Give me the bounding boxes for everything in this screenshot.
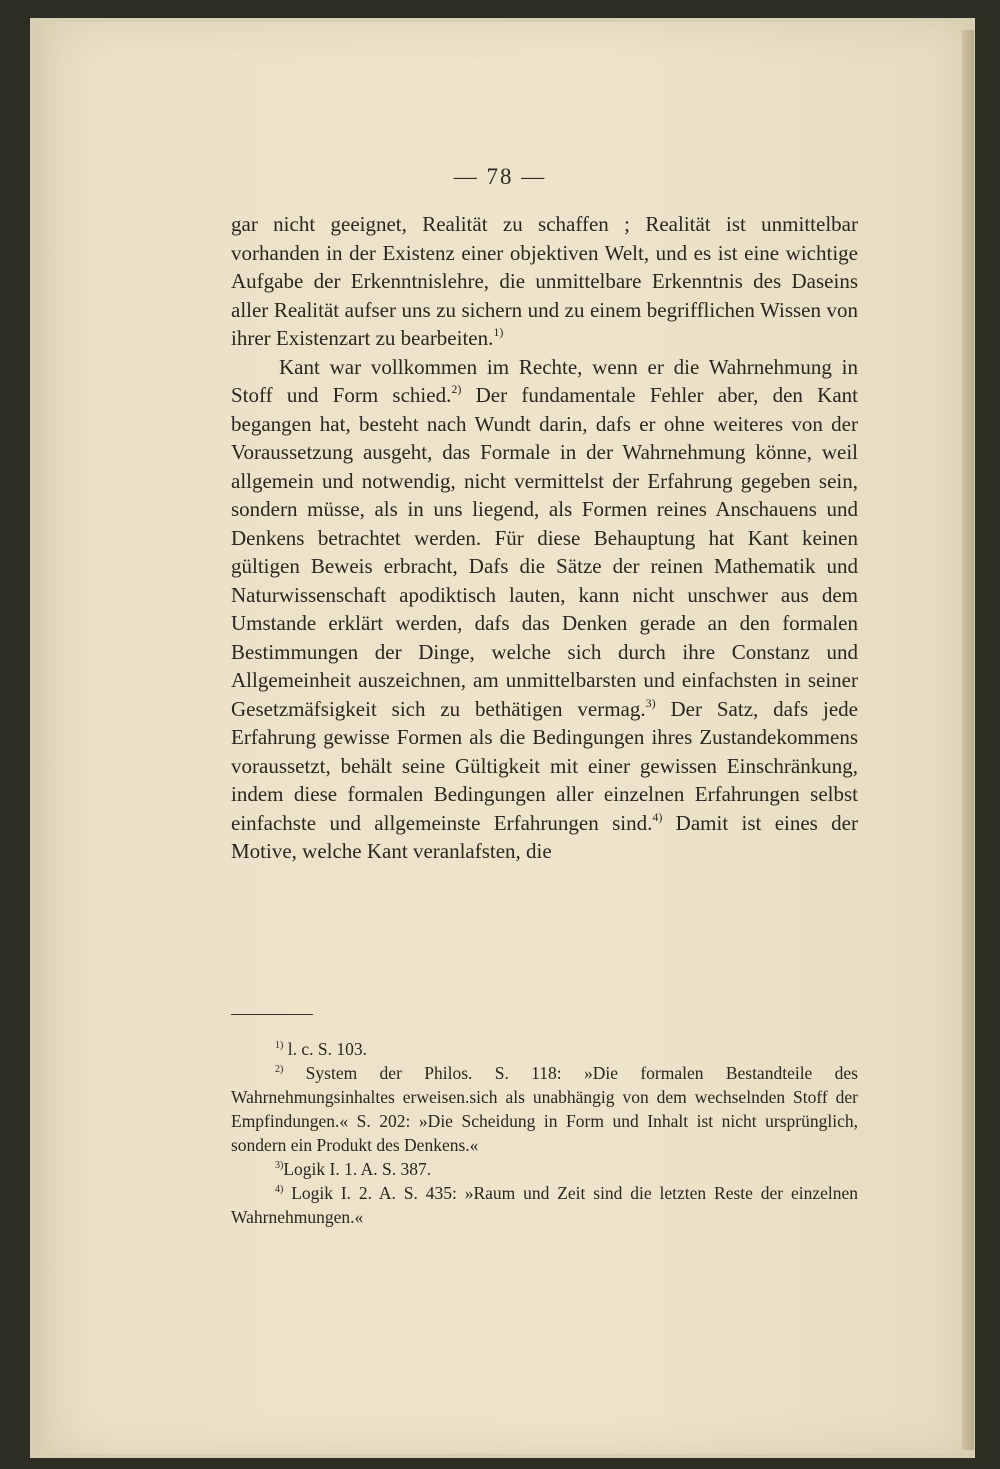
footnote-text-1: l. c. S. 103. [283,1039,367,1059]
footnotes [231,1037,858,1229]
footnote-text-2: System der Philos. S. 118: »Die formalen Bestandteile des Wahrnehmungsinhaltes erweisen.sich als unabhängig von dem wechselnden Stoff der Empfindungen.« S. 202: »Die Scheidung in Form und Inhalt ist nicht ursprünglich, sondern ein Produkt des Denkens.« [231,1063,858,1155]
footnote-mark-4: 4) [275,1184,284,1195]
page-number: — 78 — [453,164,547,189]
footnote-2 [231,1061,858,1157]
footnote-text-3: Logik I. 1. A. S. 387. [283,1159,432,1179]
paragraph-1-text: gar nicht geeignet, Realität zu schaffen ; Realität ist unmittelbar vorhanden in der Existenz einer objektiven Welt, und es ist eine wichtige Aufgabe der Erkenntnislehre, die unmittelbare Erkenntnis des Daseins aller Realität aufser uns zu sichern und zu einem begrifflichen Wissen von ihrer Existenzart zu bearbeiten. [231,212,858,350]
paragraph-1 [231,210,858,353]
paragraph-2 [231,353,858,866]
footnote-3 [231,1157,858,1181]
footnote-1 [231,1037,858,1061]
footnote-text-4: Logik I. 2. A. S. 435: »Raum und Zeit sind die letzten Reste der einzelnen Wahrnehmungen.« [231,1183,858,1227]
footnote-mark-1: 1) [275,1040,284,1051]
paragraph-2-text-d: Damit ist eines der Motive, welche Kant veranlafsten, die [231,810,858,863]
footnote-ref-3: 3) [645,695,656,710]
paragraph-2-text-a: Kant war vollkommen im Rechte, wenn er die Wahrnehmung in Stoff und Form schied. [231,354,858,407]
footnote-ref-1: 1) [493,325,504,339]
footnote-ref-2: 2) [451,382,462,396]
paragraph-2-text-c: Der Satz, dafs jede Erfahrung gewisse Formen als die Bedingungen ihres Zustandekommens voraussetzt, behält seine Gültigkeit mit einer gewissen Einschränkung, indem diese formalen Bedingungen aller einzelnen Erfahrungen selbst einfachste und allgemeinste Erfahrungen sind. [231,696,858,835]
footnote-ref-4: 4) [652,809,663,824]
footnote-mark-3: 3) [275,1160,284,1171]
footnote-mark-2: 2) [275,1064,284,1075]
paragraph-2-text-b: Der fundamentale Fehler aber, den Kant begangen hat, besteht nach Wundt darin, dafs er ohne weiteres von der Voraussetzung ausgeht, das Formale in der Wahrnehmung könne, weil allgemein und notwendig, nicht vermittelst der Erfahrung gegeben sein, sondern müsse, als in uns liegend, als Formen reines Anschauens und Denkens betrachtet werden. Für diese Behauptung hat Kant keinen gültigen Beweis erbracht, Dafs die Sätze der reinen Mathematik und Naturwissenschaft apodiktisch lauten, kann nicht unschwer aus dem Umstande erklärt werden, dafs das Denken gerade an den formalen Bestimmungen der Dinge, welche sich durch ihre Constanz und Allgemeinheit auszeichnen, am unmittelbarsten und einfachsten in seiner Gesetzmäfsigkeit sich zu bethätigen vermag. [231,383,859,721]
body-text [231,210,858,866]
footnote-4 [231,1181,858,1229]
page-fore-edge [962,30,974,1450]
footnote-separator [231,1014,313,1015]
